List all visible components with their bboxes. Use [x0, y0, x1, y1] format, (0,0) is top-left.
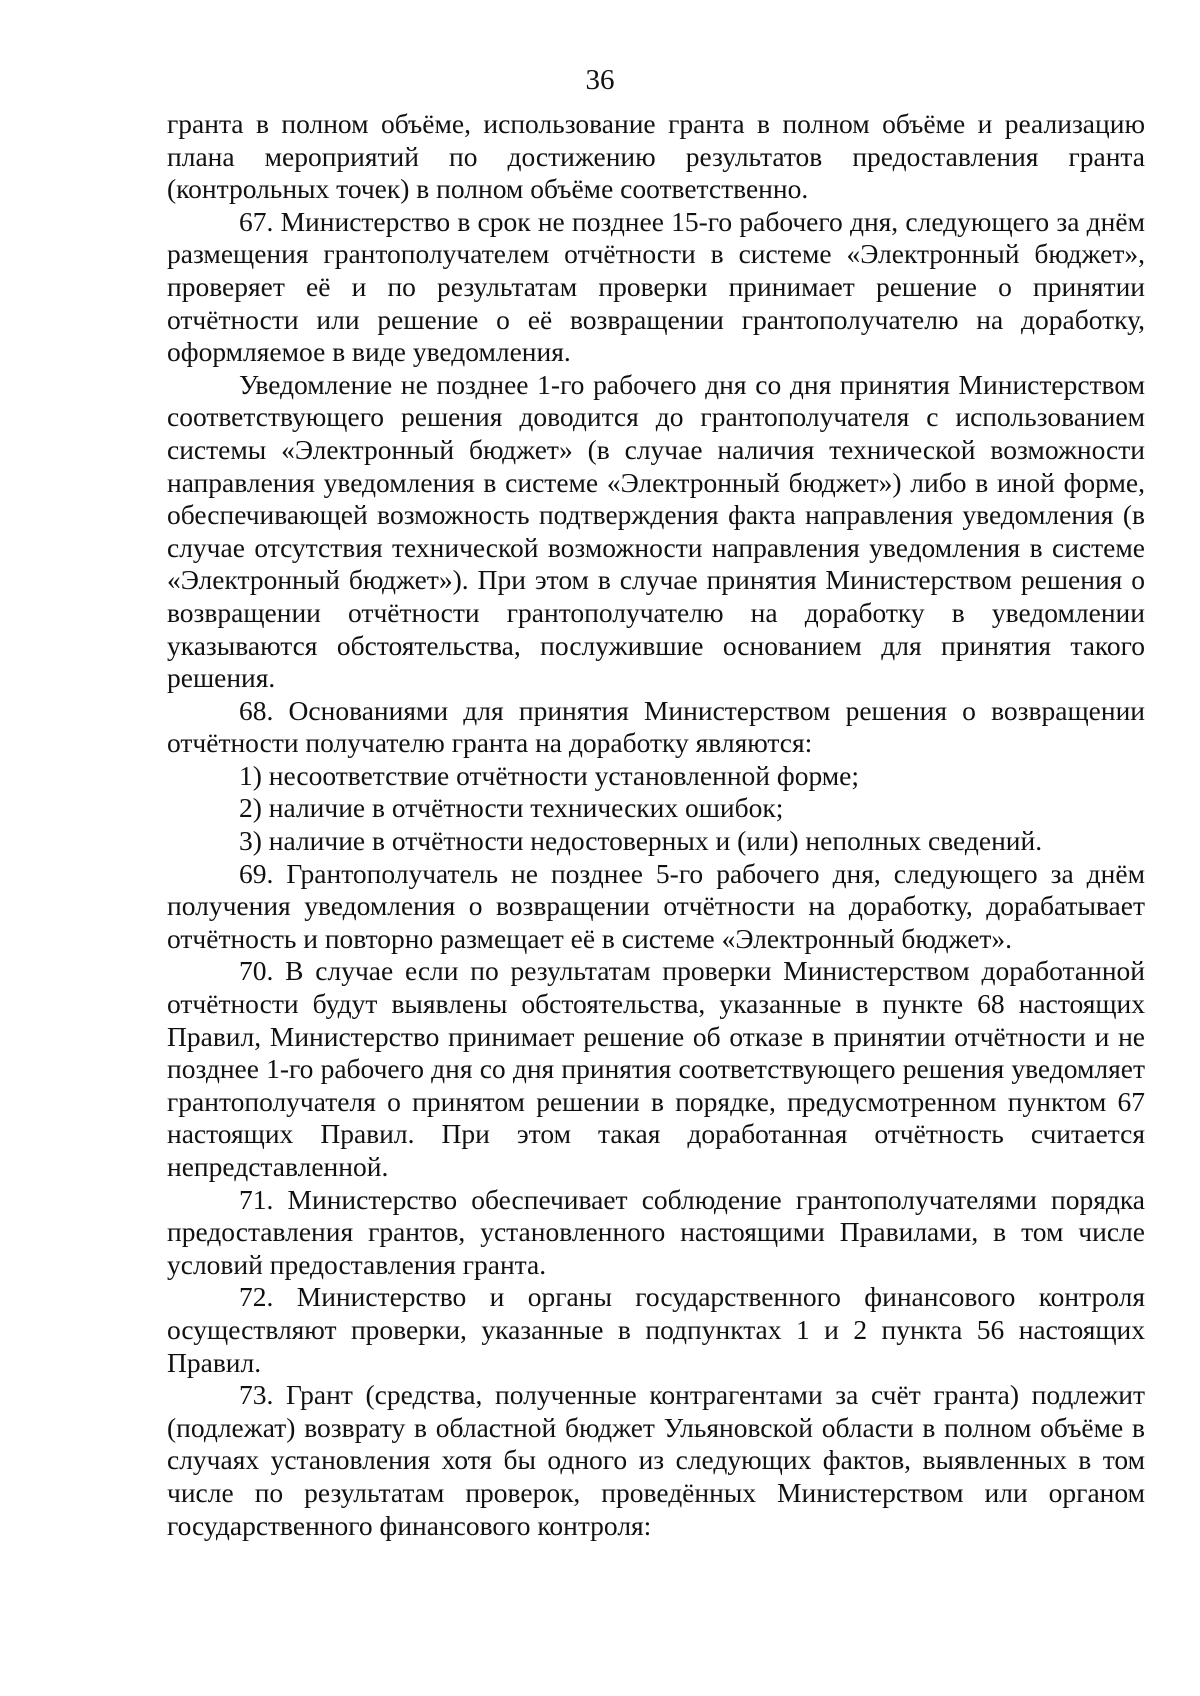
paragraph-68: 68. Основаниями для принятия Министерством решения о возвращении отчётности получателю гранта на доработку являются:: [167, 694, 1145, 759]
list-item-3: 3) наличие в отчётности недостоверных и (или) неполных сведений.: [239, 825, 1043, 857]
list-item-1: 1) несоответствие отчётности установленной форме;: [239, 759, 860, 791]
document-body: [167, 108, 1145, 1542]
paragraph-70: 70. В случае если по результатам проверки Министерством доработанной отчётности будут выявлены обстоятельства, указанные в пункте 68 настоящих Правил, Министерство принимает решение об отказе в принятии отчётности и не позднее 1-го рабочего дня со дня принятия соответствующего решения уведомляет грантополучателя о принятом решении в порядке, предусмотренном пунктом 67 настоящих Правил. При этом такая доработанная отчётность считается непредставленной.: [167, 955, 1145, 1182]
paragraph: гранта в полном объёме, использование гранта в полном объёме и реализацию плана мероприятий по достижению результатов предоставления гранта (контрольных точек) в полном объёме соответственно.: [167, 108, 1145, 205]
paragraph-71: 71. Министерство обеспечивает соблюдение грантополучателями порядка предоставления грантов, установленного настоящими Правилами, в том числе условий предоставления гранта.: [167, 1183, 1145, 1280]
paragraph-67: 67. Министерство в срок не позднее 15-го рабочего дня, следующего за днём размещения грантополучателем отчётности в системе «Электронный бюджет», проверяет её и по результатам проверки принимает решение о принятии отчётности или решение о её возвращении грантополучателю на доработку, оформляемое в виде уведомления.: [167, 205, 1145, 368]
paragraph-72: 72. Министерство и органы государственного финансового контроля осуществляют проверки, указанные в подпунктах 1 и 2 пункта 56 настоящих Правил.: [167, 1281, 1145, 1378]
paragraph-notification: Уведомление не позднее 1-го рабочего дня со дня принятия Министерством соответствующего решения доводится до грантополучателя с использованием системы «Электронный бюджет» (в случае наличия технической возможности направления уведомления в системе «Электронный бюджет») либо в иной форме, обеспечивающей возможность подтверждения факта направления уведомления (в случае отсутствия технической возможности направления уведомления в системе «Электронный бюджет»). При этом в случае принятия Министерством решения о возвращении отчётности грантополучателю на доработку в уведомлении указываются обстоятельства, послужившие основанием для принятия такого решения.: [167, 368, 1145, 694]
paragraph-69: 69. Грантополучатель не позднее 5-го рабочего дня, следующего за днём получения уведомления о возвращении отчётности на доработку, дорабатывает отчётность и повторно размещает её в системе «Электронный бюджет».: [167, 857, 1145, 954]
list-item-2: 2) наличие в отчётности технических ошибок;: [239, 792, 784, 824]
paragraph-73: 73. Грант (средства, полученные контрагентами за счёт гранта) подлежит (подлежат) возврату в областной бюджет Ульяновской области в полном объёме в случаях установления хотя бы одного из следующих фактов, выявленных в том числе по результатам проверок, проведённых Министерством или органом государственного финансового контроля:: [167, 1379, 1145, 1541]
page-number: 36: [585, 64, 615, 96]
